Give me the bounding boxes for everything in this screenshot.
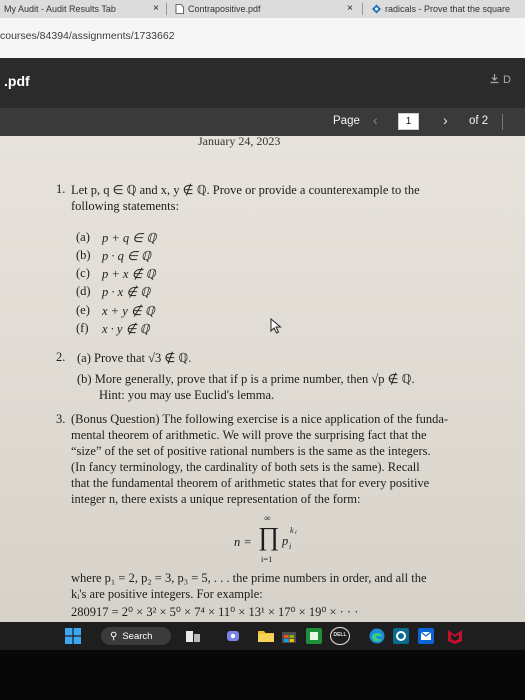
search-icon: ⚲ — [110, 630, 118, 642]
document-icon — [175, 4, 184, 14]
q3-number: 3. — [56, 412, 66, 426]
file-explorer-icon[interactable] — [258, 628, 274, 644]
download-button[interactable] — [489, 73, 511, 86]
stackexchange-icon — [372, 4, 381, 14]
windows-taskbar — [0, 622, 525, 650]
search-label: Search — [122, 630, 153, 642]
close-tab-icon[interactable]: × — [347, 3, 353, 14]
tab-audit-results[interactable] — [4, 0, 144, 18]
q1b-label: (b) — [76, 248, 91, 262]
q1d-label: (d) — [76, 284, 91, 298]
q3-line: mental theorem of arithmetic. We will prove the surprising fact that the — [71, 428, 427, 442]
q1-stem-line1: Let p, q ∈ ℚ and x, y ∉ ℚ. Prove or provide a counterexample to the — [71, 183, 420, 197]
q2a-text: (a) Prove that √3 ∉ ℚ. — [77, 351, 192, 365]
formula-exponent: k — [290, 526, 294, 535]
browser-tab-strip — [0, 0, 525, 18]
q3-line: integer n, there exists a unique representation of the form: — [71, 492, 361, 506]
pdf-viewer-header — [0, 58, 525, 108]
address-bar[interactable] — [0, 18, 525, 58]
tab-contrapositive-pdf[interactable] — [175, 0, 325, 18]
q1b-text: p · q ∈ ℚ — [102, 249, 151, 263]
download-label: D — [503, 74, 511, 86]
q3-after-line1: where p₁ = 2, p₂ = 3, p₃ = 5, . . . the prime numbers in order, and all the — [71, 571, 427, 585]
store-icon[interactable] — [281, 628, 297, 644]
close-tab-icon[interactable]: × — [153, 3, 159, 14]
tab-separator — [166, 3, 167, 15]
q1a-label: (a) — [76, 230, 90, 244]
file-title: .pdf — [4, 73, 30, 89]
q1a-text: p + q ∈ ℚ — [102, 231, 157, 245]
q2b-line2: Hint: you may use Euclid's lemma. — [99, 388, 275, 402]
q1c-text: p + x ∉ ℚ — [102, 267, 156, 281]
windows-start-icon[interactable] — [65, 628, 81, 644]
q2b-line1: (b) More generally, prove that if p is a prime number, then √p ∉ ℚ. — [77, 372, 415, 386]
url-text[interactable]: courses/84394/assignments/1733662 — [0, 30, 175, 42]
previous-page-button[interactable]: ‹ — [373, 112, 378, 128]
q3-line: “size” of the set of positive rational numbers is the same as the integers. — [71, 444, 431, 458]
q1-number: 1. — [56, 182, 66, 196]
q3-line: that the fundamental theorem of arithmetic states that for every positive — [71, 476, 430, 490]
taskbar-search-box[interactable] — [101, 627, 171, 645]
formula-base: p — [282, 534, 289, 548]
page-label: Page — [333, 115, 360, 127]
formula-base-subscript: i — [289, 542, 292, 551]
outlook-icon[interactable] — [418, 628, 434, 644]
q3-line: (Bonus Question) The following exercise is a nice application of the funda- — [71, 412, 449, 426]
pdf-page-toolbar — [0, 108, 525, 136]
dell-icon[interactable] — [330, 627, 350, 645]
q1e-text: x + y ∉ ℚ — [102, 304, 155, 318]
tab-label: My Audit - Audit Results Tab — [4, 4, 116, 14]
toolbar-divider — [502, 114, 503, 130]
edge-browser-icon[interactable] — [369, 628, 385, 644]
q3-example: 280917 = 2⁰ × 3² × 5⁰ × 7⁴ × 11⁰ × 13¹ × 17⁰ × 19⁰ × · · · — [71, 605, 359, 619]
q2-number: 2. — [56, 350, 66, 364]
q1e-label: (e) — [76, 303, 90, 317]
document-date: January 24, 2023 — [198, 136, 281, 148]
formula-upper-limit: ∞ — [264, 513, 271, 523]
page-count-label: of 2 — [469, 115, 489, 127]
app-o-icon[interactable] — [393, 628, 409, 644]
formula-lhs: n = — [234, 535, 252, 549]
dell-label: DELL — [333, 632, 347, 638]
q3-after-line2: kᵢ's are positive integers. For example: — [71, 587, 263, 601]
page-number-input[interactable] — [398, 113, 419, 130]
q1-stem-line2: following statements: — [71, 199, 179, 213]
next-page-button[interactable]: › — [443, 112, 448, 128]
task-view-icon[interactable] — [185, 628, 201, 644]
q1c-label: (c) — [76, 266, 90, 280]
tab-separator — [362, 3, 363, 15]
formula-exponent-subscript: i — [295, 530, 297, 536]
formula-lower-limit: i=1 — [261, 554, 273, 564]
q1f-text: x · y ∉ ℚ — [102, 322, 150, 336]
screen-bottom-bezel — [0, 650, 525, 700]
formula-product-symbol: ∏ — [258, 522, 280, 551]
pdf-page[interactable] — [0, 136, 525, 622]
mcafee-icon[interactable] — [447, 628, 463, 644]
mouse-cursor-icon — [270, 318, 282, 334]
app-icon[interactable] — [306, 628, 322, 644]
q1f-label: (f) — [76, 321, 89, 335]
tab-radicals[interactable] — [372, 0, 525, 18]
download-icon — [489, 73, 500, 84]
q1d-text: p · x ∉ ℚ — [102, 285, 151, 299]
tab-label: radicals - Prove that the square — [385, 4, 511, 14]
q3-line: (In fancy terminology, the cardinality of both sets is the same). Recall — [71, 460, 420, 474]
teams-chat-icon[interactable] — [226, 628, 242, 644]
tab-label: Contrapositive.pdf — [188, 4, 261, 14]
